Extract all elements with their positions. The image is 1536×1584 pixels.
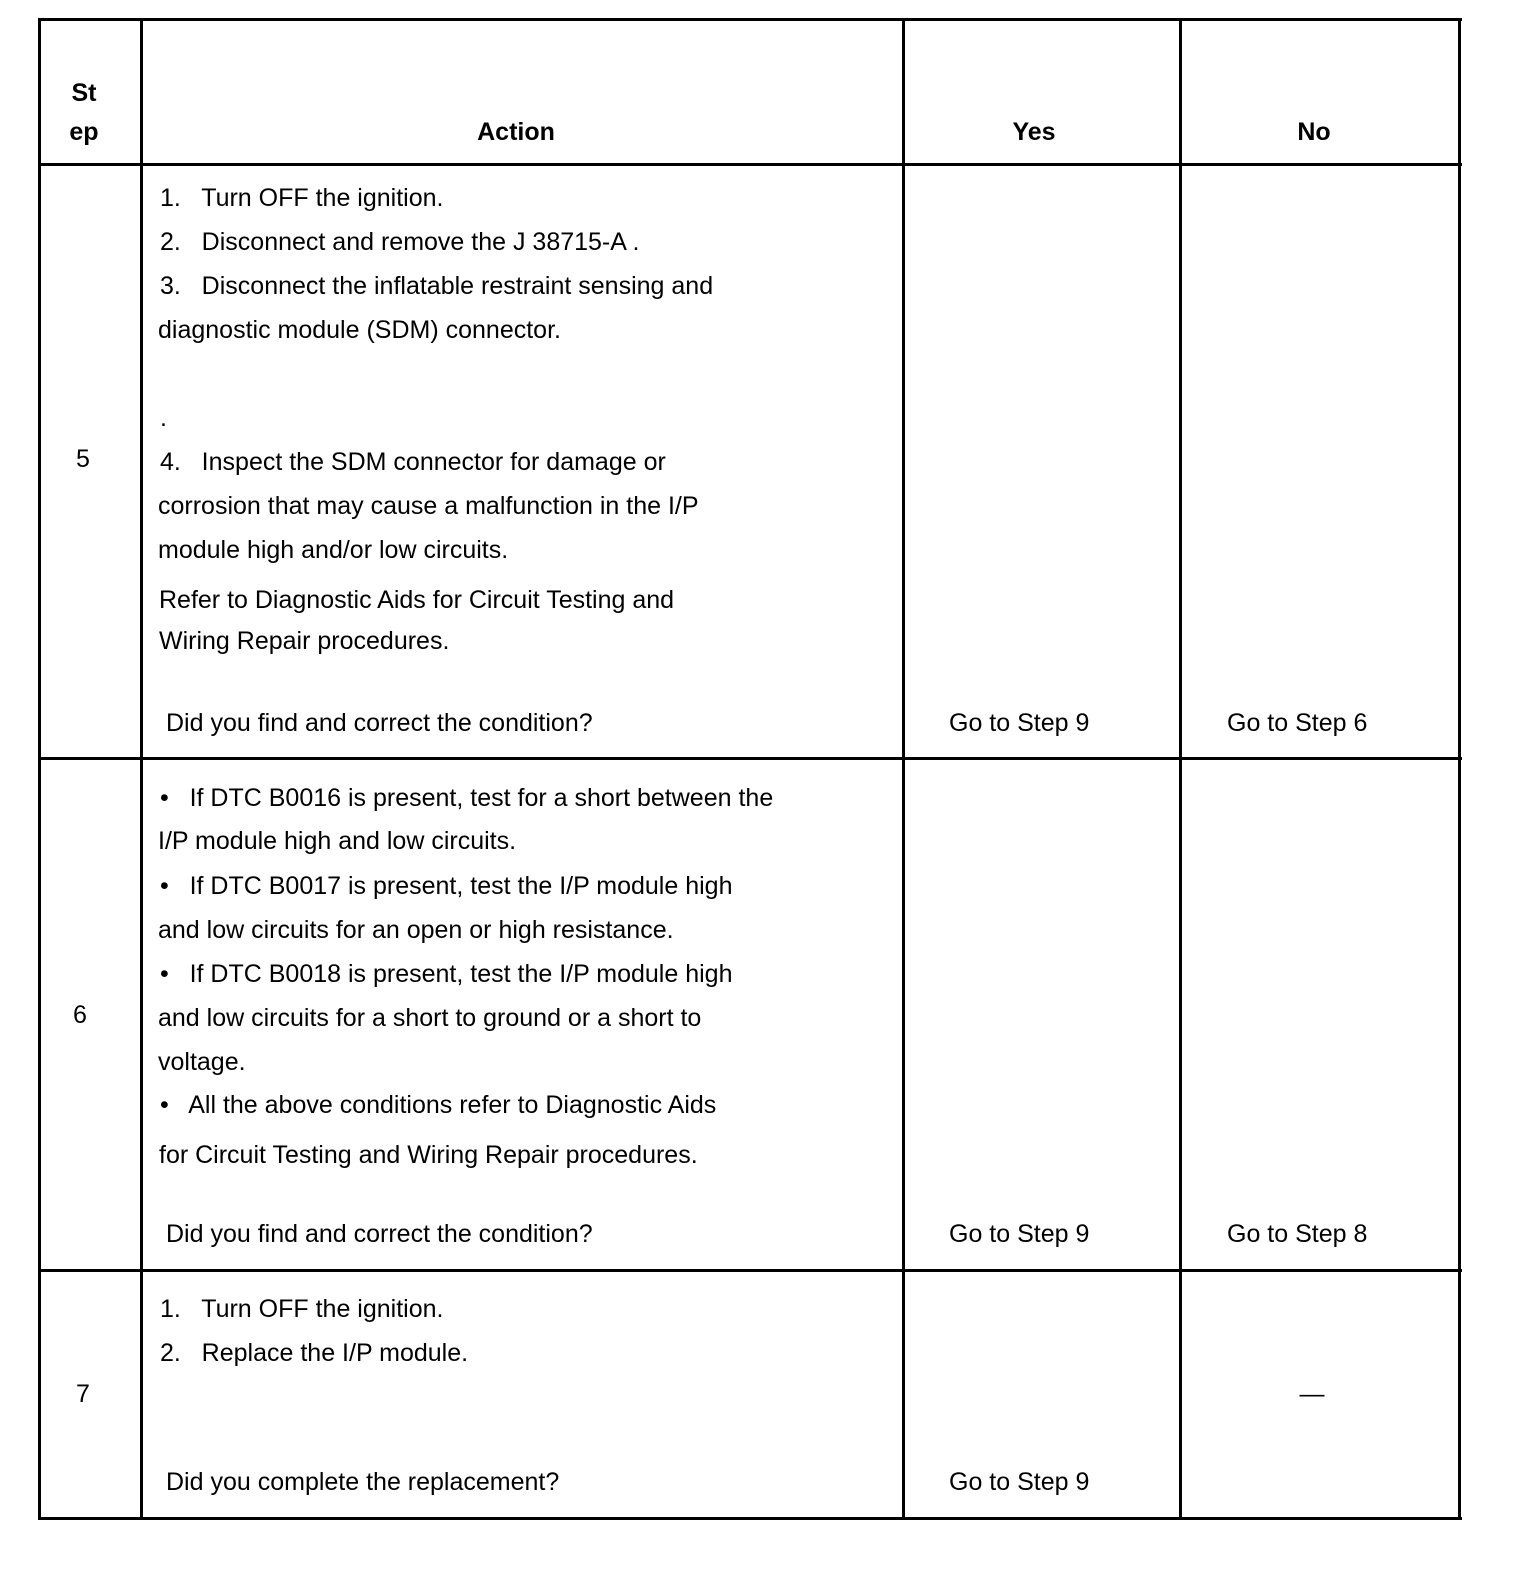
action-line: Wiring Repair procedures. (159, 627, 450, 655)
action-line: for Circuit Testing and Wiring Repair procedures. (159, 1141, 698, 1169)
action-line: and low circuits for a short to ground or a short to (158, 1004, 702, 1032)
table-border-top (38, 18, 1462, 21)
action-line: • If DTC B0018 is present, test the I/P module high (160, 960, 733, 988)
step-number: 6 (73, 1001, 87, 1029)
column-divider (902, 18, 905, 1520)
header-step: ep (69, 118, 99, 146)
header-yes: Yes (1012, 118, 1056, 146)
action-line: voltage. (158, 1048, 246, 1076)
yes-result: Go to Step 9 (949, 709, 1090, 737)
header-divider (38, 163, 1462, 166)
action-line: diagnostic module (SDM) connector. (158, 316, 561, 344)
action-line: 2. Replace the I/P module. (160, 1339, 469, 1367)
action-line: I/P module high and low circuits. (158, 827, 517, 855)
row-divider (38, 757, 1462, 760)
header-no: No (1297, 118, 1331, 146)
header-action: Action (477, 118, 555, 146)
header-step: St (71, 79, 97, 107)
action-line: and low circuits for an open or high resistance. (158, 916, 674, 944)
action-line: • All the above conditions refer to Diagnostic Aids (160, 1091, 717, 1119)
action-line: . (160, 404, 167, 432)
no-result: Go to Step 6 (1227, 709, 1368, 737)
action-line: module high and/or low circuits. (158, 536, 509, 564)
action-question: Did you complete the replacement? (166, 1468, 560, 1496)
table-border-bottom (38, 1517, 1462, 1520)
action-line: 1. Turn OFF the ignition. (160, 1295, 444, 1323)
action-line: 2. Disconnect and remove the J 38715-A . (160, 228, 640, 256)
row-divider (38, 1269, 1462, 1272)
no-result: — (1299, 1380, 1325, 1408)
column-divider (1458, 18, 1461, 1520)
column-divider (38, 18, 41, 1520)
action-line: • If DTC B0017 is present, test the I/P module high (160, 872, 733, 900)
action-question: Did you find and correct the condition? (166, 709, 593, 737)
step-number: 7 (76, 1380, 90, 1408)
yes-result: Go to Step 9 (949, 1220, 1090, 1248)
yes-result: Go to Step 9 (949, 1468, 1090, 1496)
action-line: 4. Inspect the SDM connector for damage or (160, 448, 666, 476)
step-number: 5 (76, 445, 90, 473)
action-line: 3. Disconnect the inflatable restraint sensing and (160, 272, 714, 300)
action-line: • If DTC B0016 is present, test for a short between the (160, 784, 774, 812)
no-result: Go to Step 8 (1227, 1220, 1368, 1248)
action-line: Refer to Diagnostic Aids for Circuit Testing and (159, 586, 675, 614)
action-question: Did you find and correct the condition? (166, 1220, 593, 1248)
action-line: corrosion that may cause a malfunction in the I/P (158, 492, 699, 520)
column-divider (140, 18, 143, 1520)
action-line: 1. Turn OFF the ignition. (160, 184, 444, 212)
column-divider (1179, 18, 1182, 1520)
